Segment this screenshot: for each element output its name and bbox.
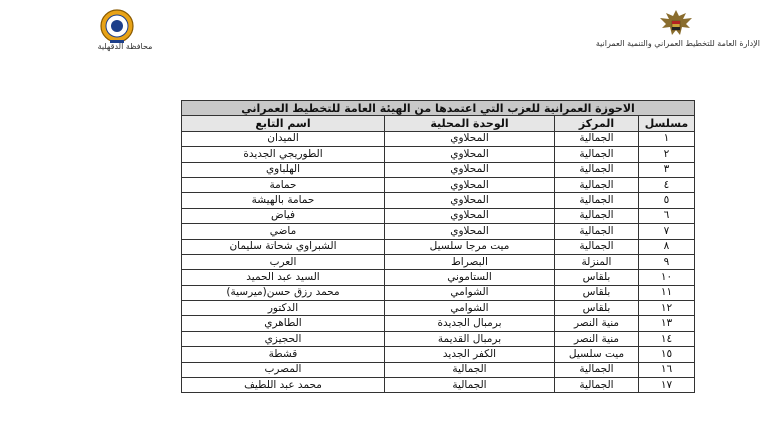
cell-village: السيد عبد الحميد [182, 270, 385, 285]
cell-village: الدكتور [182, 301, 385, 316]
cell-center: منية النصر [555, 331, 639, 346]
cell-center: الجمالية [555, 162, 639, 177]
cell-village: فياض [182, 208, 385, 223]
table-row [182, 147, 695, 162]
cell-village: محمد رزق حسن(ميرسية) [182, 285, 385, 300]
cell-serial: ١١ [639, 285, 695, 300]
header-center: المركز [555, 116, 639, 131]
header-unit: الوحدة المحلية [385, 116, 555, 131]
table-row [182, 193, 695, 208]
cell-village: محمد عبد اللطيف [182, 378, 385, 393]
table-row [182, 347, 695, 362]
table-row [182, 378, 695, 393]
cell-village: حمامة [182, 177, 385, 192]
table-row [182, 224, 695, 239]
cell-village: العرب [182, 254, 385, 269]
ministry-header-text: الإدارة العامة للتخطيط العمراني والتنمية العمرانية [595, 39, 760, 48]
cell-center: الجمالية [555, 208, 639, 223]
cell-unit: الكفر الجديد [385, 347, 555, 362]
cell-serial: ١٣ [639, 316, 695, 331]
cell-village: المصرب [182, 362, 385, 377]
cell-serial: ١٢ [639, 301, 695, 316]
cell-village: الحجيزي [182, 331, 385, 346]
cell-serial: ٣ [639, 162, 695, 177]
cell-center: بلقاس [555, 301, 639, 316]
cell-unit: البصراط [385, 254, 555, 269]
cell-center: الجمالية [555, 147, 639, 162]
table-row [182, 177, 695, 192]
cell-center: ميت سلسيل [555, 347, 639, 362]
table-row [182, 316, 695, 331]
cell-unit: المحلاوي [385, 162, 555, 177]
cell-serial: ٧ [639, 224, 695, 239]
cell-unit: برمبال الجديدة [385, 316, 555, 331]
cell-serial: ٥ [639, 193, 695, 208]
cell-unit: الشوامي [385, 301, 555, 316]
cell-village: الميدان [182, 131, 385, 146]
cell-serial: ٢ [639, 147, 695, 162]
cell-serial: ١ [639, 131, 695, 146]
cell-center: الجمالية [555, 177, 639, 192]
cell-unit: المحلاوي [385, 193, 555, 208]
table-row [182, 362, 695, 377]
cell-center: الجمالية [555, 362, 639, 377]
cell-village: الطاهري [182, 316, 385, 331]
cell-village: الطوريجي الجديدة [182, 147, 385, 162]
egypt-eagle-logo-icon [652, 8, 700, 40]
cell-serial: ١٤ [639, 331, 695, 346]
cell-serial: ١٧ [639, 378, 695, 393]
table-row [182, 162, 695, 177]
cell-village: ماضي [182, 224, 385, 239]
table-row [182, 239, 695, 254]
cell-village: قشطة [182, 347, 385, 362]
table-row [182, 208, 695, 223]
cell-unit: الجمالية [385, 378, 555, 393]
table-body [182, 131, 695, 393]
cell-village: الشبراوي شحاتة سليمان [182, 239, 385, 254]
cell-serial: ١٥ [639, 347, 695, 362]
cell-center: الجمالية [555, 239, 639, 254]
cell-unit: الجمالية [385, 362, 555, 377]
villages-table [181, 100, 695, 393]
table-row [182, 270, 695, 285]
cell-serial: ٤ [639, 177, 695, 192]
cell-serial: ٨ [639, 239, 695, 254]
cell-center: الجمالية [555, 378, 639, 393]
cell-serial: ٩ [639, 254, 695, 269]
cell-center: الجمالية [555, 224, 639, 239]
cell-unit: الستاموني [385, 270, 555, 285]
table-row [182, 254, 695, 269]
table-row [182, 301, 695, 316]
header-serial: مسلسل [639, 116, 695, 131]
cell-unit: ميت مرجا سلسيل [385, 239, 555, 254]
cell-unit: المحلاوي [385, 208, 555, 223]
cell-center: الجمالية [555, 131, 639, 146]
cell-unit: المحلاوي [385, 147, 555, 162]
cell-unit: الشوامي [385, 285, 555, 300]
cell-unit: برمبال القديمة [385, 331, 555, 346]
table-row [182, 285, 695, 300]
header-village: اسم التابع [182, 116, 385, 131]
cell-center: الجمالية [555, 193, 639, 208]
governorate-name: محافظة الدقهلية [97, 42, 153, 51]
cell-center: بلقاس [555, 270, 639, 285]
cell-center: منية النصر [555, 316, 639, 331]
cell-serial: ٦ [639, 208, 695, 223]
cell-center: بلقاس [555, 285, 639, 300]
cell-center: المنزلة [555, 254, 639, 269]
cell-unit: المحلاوي [385, 177, 555, 192]
table-title: الاحوزة العمرانية للعزب التي اعتمدها من الهيئة العامة للتخطيط العمراني [182, 101, 695, 116]
table-row [182, 331, 695, 346]
cell-serial: ١٦ [639, 362, 695, 377]
cell-unit: المحلاوي [385, 131, 555, 146]
governorate-seal-icon [93, 8, 141, 46]
cell-village: حمامة بالهيشة [182, 193, 385, 208]
cell-unit: المحلاوي [385, 224, 555, 239]
cell-serial: ١٠ [639, 270, 695, 285]
cell-village: الهلباوي [182, 162, 385, 177]
table-row [182, 131, 695, 146]
